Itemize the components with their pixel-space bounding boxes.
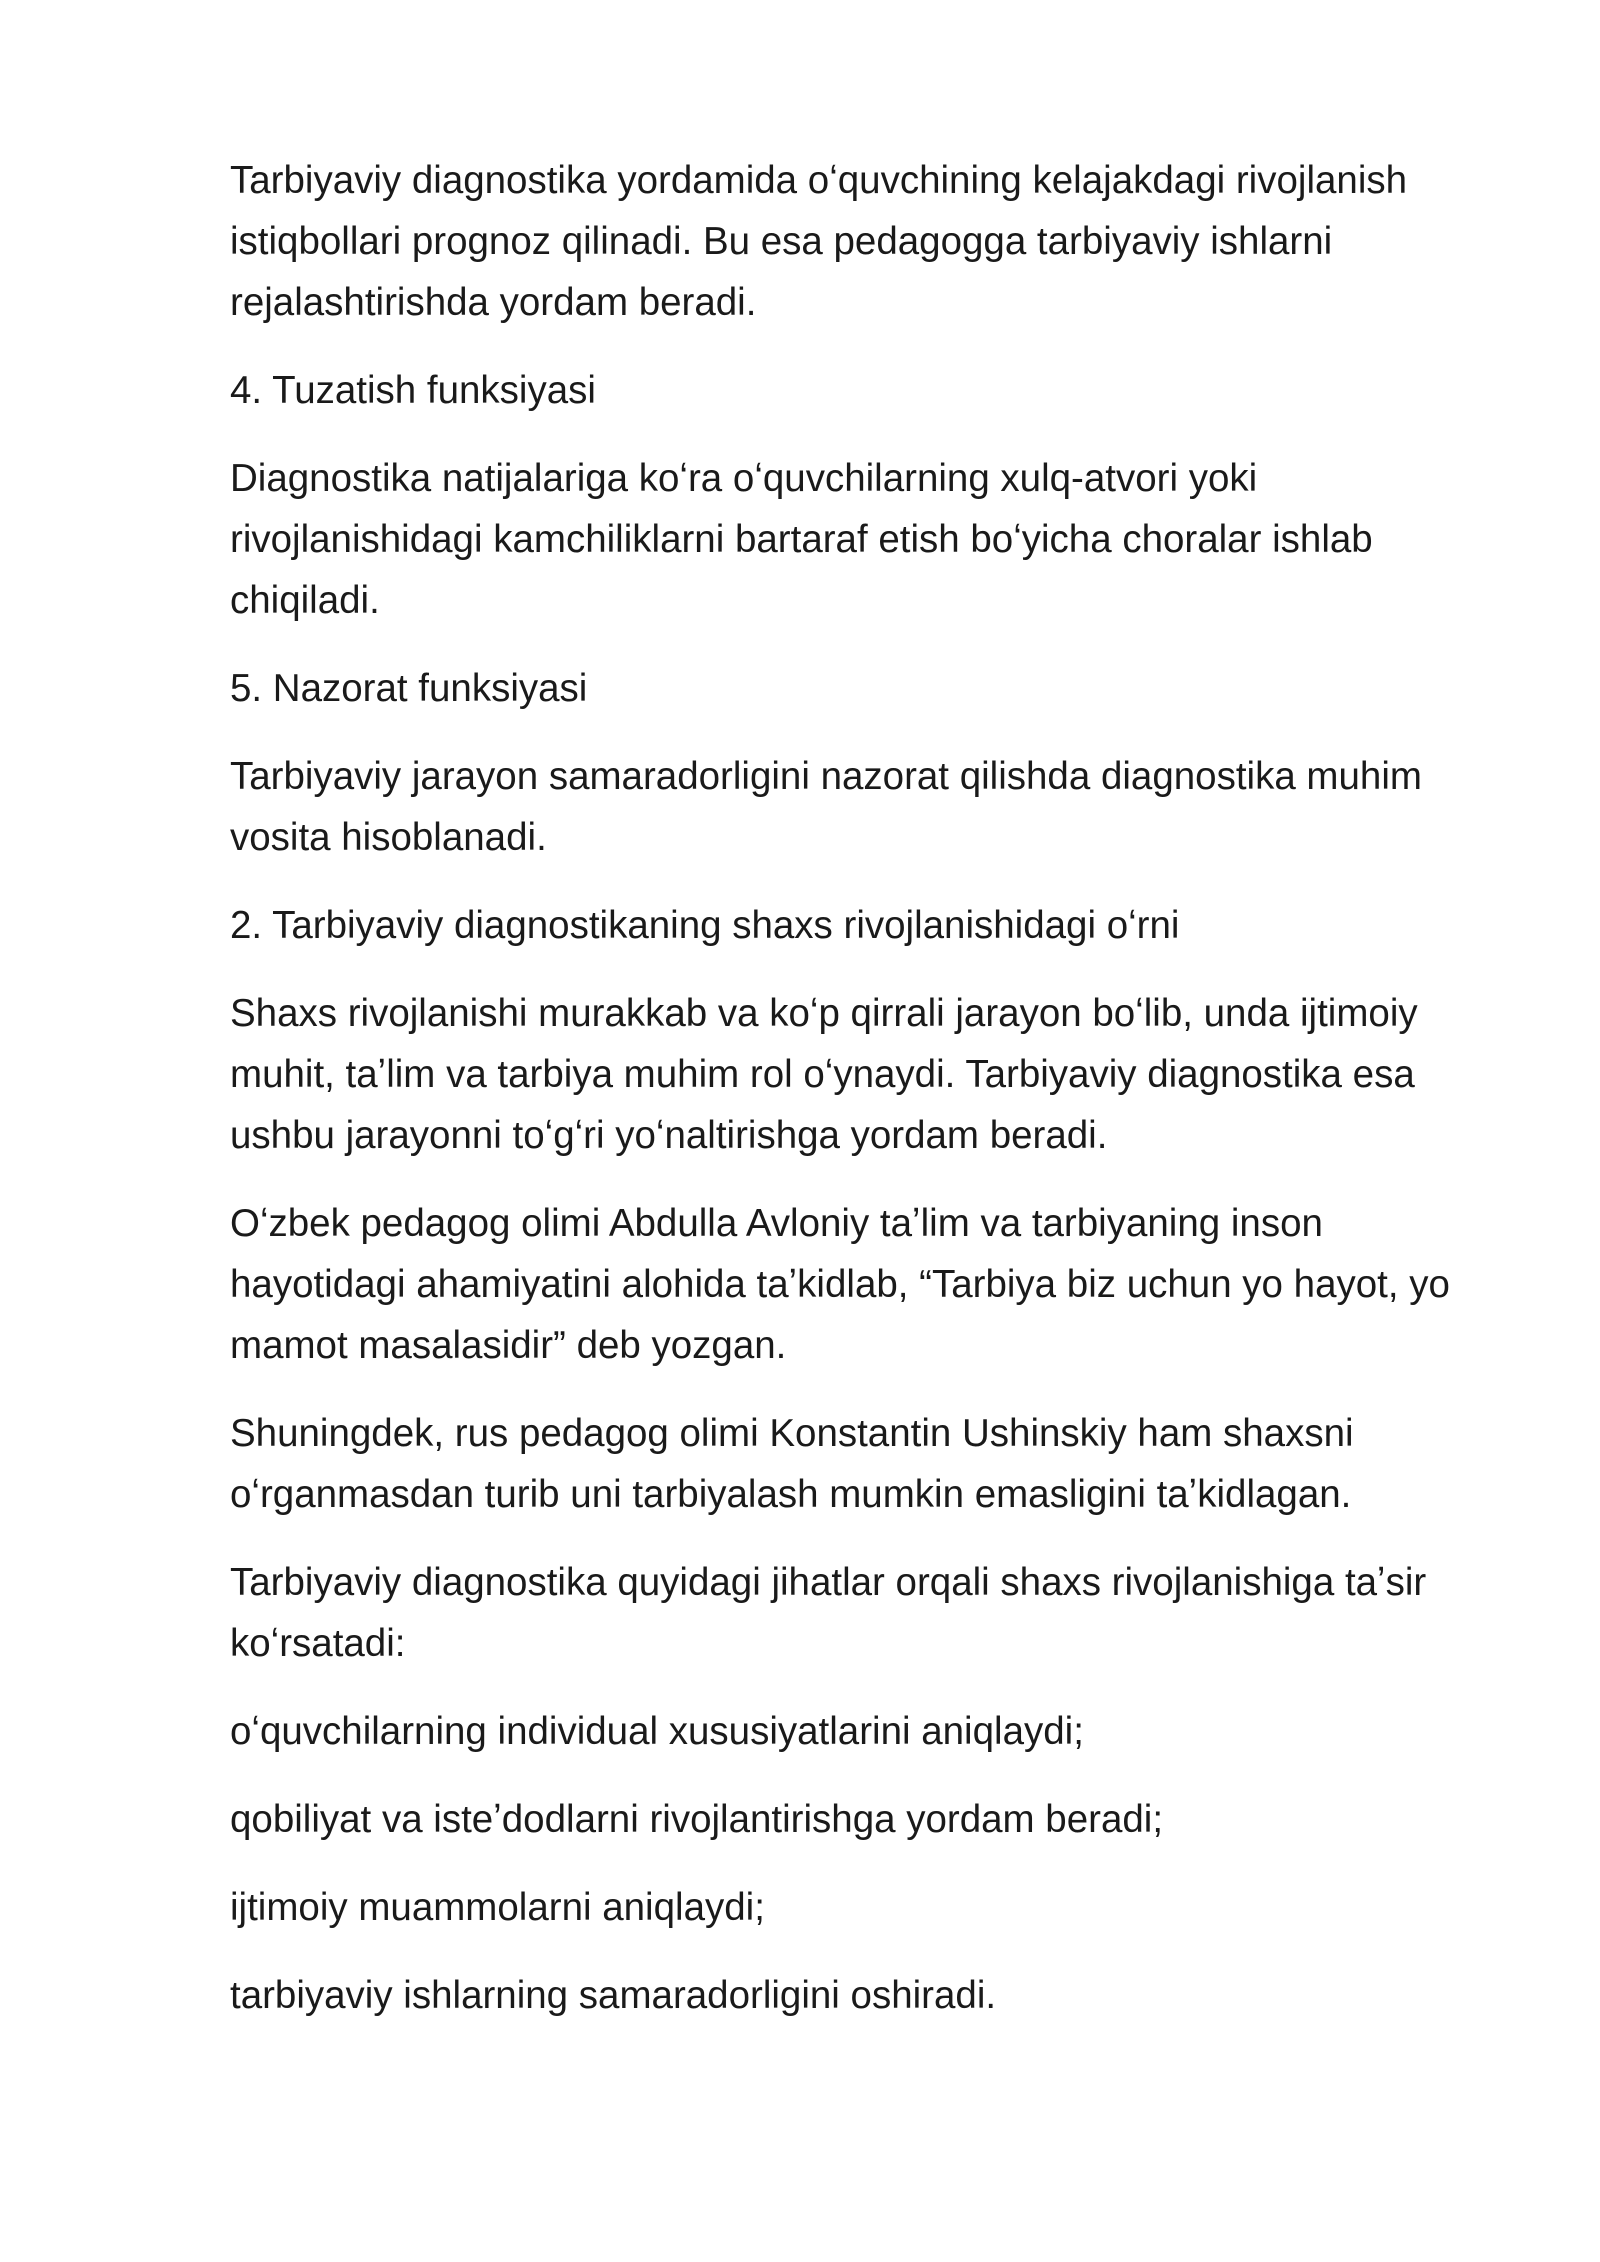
paragraph-ushinskiy: Shuningdek, rus pedagog olimi Konstantin Ushinskiy ham shaxsni oʻrganmasdan turib uni tarbiyalash mumkin emasligini taʼkidlagan. — [230, 1412, 1354, 1516]
paragraph-control: Tarbiyaviy jarayon samaradorligini nazorat qilishda diagnostika muhim vosita hisoblanadi. — [230, 755, 1422, 859]
heading-control-function: 5. Nazorat funksiyasi — [230, 667, 588, 710]
paragraph-prognosis: Tarbiyaviy diagnostika yordamida oʻquvchining kelajakdagi rivojlanish istiqbollari prognoz qilinadi. Bu esa pedagogga tarbiyaviy ishlarni rejalashtirishda yordam beradi. — [230, 159, 1408, 324]
document-body — [230, 150, 1480, 2053]
paragraph-personality-development: Shaxs rivojlanishi murakkab va koʻp qirrali jarayon boʻlib, unda ijtimoiy muhit, taʼlim va tarbiya muhim rol oʻynaydi. Tarbiyaviy diagnostika esa ushbu jarayonni toʻgʻri yoʻnaltirishga yordam beradi. — [230, 992, 1418, 1157]
list-item: qobiliyat va isteʼdodlarni rivojlantirishga yordam beradi; — [230, 1798, 1164, 1841]
paragraph-avloniy-quote: Oʻzbek pedagog olimi Abdulla Avloniy taʼlim va tarbiyaning inson hayotidagi ahamiyatini alohida taʼkidlab, “Tarbiya biz uchun yo hayot, yo mamot masalasidir” deb yozgan. — [230, 1202, 1450, 1367]
paragraph-correction: Diagnostika natijalariga koʻra oʻquvchilarning xulq-atvori yoki rivojlanishidagi kamchiliklarni bartaraf etish boʻyicha choralar ishlab chiqiladi. — [230, 457, 1373, 622]
heading-section-2: 2. Tarbiyaviy diagnostikaning shaxs rivojlanishidagi oʻrni — [230, 904, 1180, 947]
list-item: oʻquvchilarning individual xususiyatlarini aniqlaydi; — [230, 1710, 1084, 1753]
heading-correction-function: 4. Tuzatish funksiyasi — [230, 369, 596, 412]
list-item: tarbiyaviy ishlarning samaradorligini oshiradi. — [230, 1974, 997, 2017]
paragraph-list-intro: Tarbiyaviy diagnostika quyidagi jihatlar orqali shaxs rivojlanishiga taʼsir koʻrsatadi: — [230, 1561, 1427, 1665]
list-item: ijtimoiy muammolarni aniqlaydi; — [230, 1886, 765, 1929]
